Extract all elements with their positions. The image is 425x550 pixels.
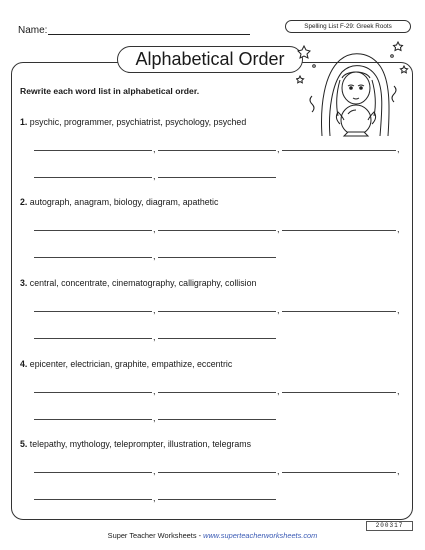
question-number: 2. [20, 197, 28, 207]
answer-blank[interactable] [282, 150, 396, 151]
answer-blank[interactable] [158, 392, 276, 393]
comma-separator: , [153, 144, 156, 154]
worksheet-code: 200317 [366, 521, 413, 531]
question-text [20, 439, 251, 449]
footer-brand: Super Teacher Worksheets [107, 531, 197, 540]
name-write-line[interactable] [48, 34, 250, 35]
fortune-teller-crystal-ball-icon [296, 36, 412, 148]
answer-blank[interactable] [282, 472, 396, 473]
answer-blank[interactable] [158, 499, 276, 500]
footer [0, 531, 425, 540]
comma-separator: , [397, 224, 400, 234]
spelling-list-tag: Spelling List F-29: Greek Roots [285, 20, 411, 33]
question-number: 1. [20, 117, 28, 127]
comma-separator: , [277, 466, 280, 476]
comma-separator: , [277, 144, 280, 154]
answer-blank[interactable] [34, 392, 152, 393]
comma-separator: , [153, 171, 156, 181]
footer-separator: - [196, 531, 204, 540]
comma-separator: , [397, 144, 400, 154]
answer-blank[interactable] [158, 311, 276, 312]
answer-blank[interactable] [34, 472, 152, 473]
comma-separator: , [153, 466, 156, 476]
answer-blank[interactable] [34, 419, 152, 420]
answer-blank[interactable] [34, 499, 152, 500]
instructions: Rewrite each word list in alphabetical order. [20, 86, 200, 96]
question-text [20, 117, 246, 127]
question-number: 3. [20, 278, 28, 288]
comma-separator: , [153, 305, 156, 315]
answer-blank[interactable] [34, 311, 152, 312]
comma-separator: , [397, 466, 400, 476]
answer-blank[interactable] [34, 338, 152, 339]
footer-url[interactable]: www.superteacherworksheets.com [203, 531, 318, 540]
answer-blank[interactable] [34, 150, 152, 151]
answer-blank[interactable] [34, 230, 152, 231]
question-text [20, 197, 218, 207]
comma-separator: , [277, 224, 280, 234]
comma-separator: , [277, 305, 280, 315]
comma-separator: , [153, 413, 156, 423]
answer-blank[interactable] [158, 338, 276, 339]
comma-separator: , [397, 305, 400, 315]
answer-blank[interactable] [158, 230, 276, 231]
question-text [20, 359, 232, 369]
question-number: 5. [20, 439, 28, 449]
comma-separator: , [153, 386, 156, 396]
question-number: 4. [20, 359, 28, 369]
question-words: telepathy, mythology, teleprompter, illustration, telegrams [29, 439, 251, 449]
answer-blank[interactable] [158, 419, 276, 420]
comma-separator: , [153, 251, 156, 261]
answer-blank[interactable] [158, 257, 276, 258]
answer-blank[interactable] [282, 392, 396, 393]
comma-separator: , [153, 332, 156, 342]
comma-separator: , [153, 493, 156, 503]
question-words: autograph, anagram, biology, diagram, apathetic [29, 197, 219, 207]
question-text [20, 278, 256, 288]
answer-blank[interactable] [158, 472, 276, 473]
answer-blank[interactable] [282, 230, 396, 231]
question-words: epicenter, electrician, graphite, empathize, eccentric [29, 359, 233, 369]
comma-separator: , [397, 386, 400, 396]
comma-separator: , [277, 386, 280, 396]
answer-blank[interactable] [282, 311, 396, 312]
question-words: psychic, programmer, psychiatrist, psychology, psyched [29, 117, 247, 127]
answer-blank[interactable] [158, 150, 276, 151]
answer-blank[interactable] [34, 257, 152, 258]
answer-blank[interactable] [34, 177, 152, 178]
answer-blank[interactable] [158, 177, 276, 178]
name-label: Name: [18, 25, 48, 36]
question-words: central, concentrate, cinematography, calligraphy, collision [29, 278, 257, 288]
comma-separator: , [153, 224, 156, 234]
page-title: Alphabetical Order [117, 46, 303, 73]
